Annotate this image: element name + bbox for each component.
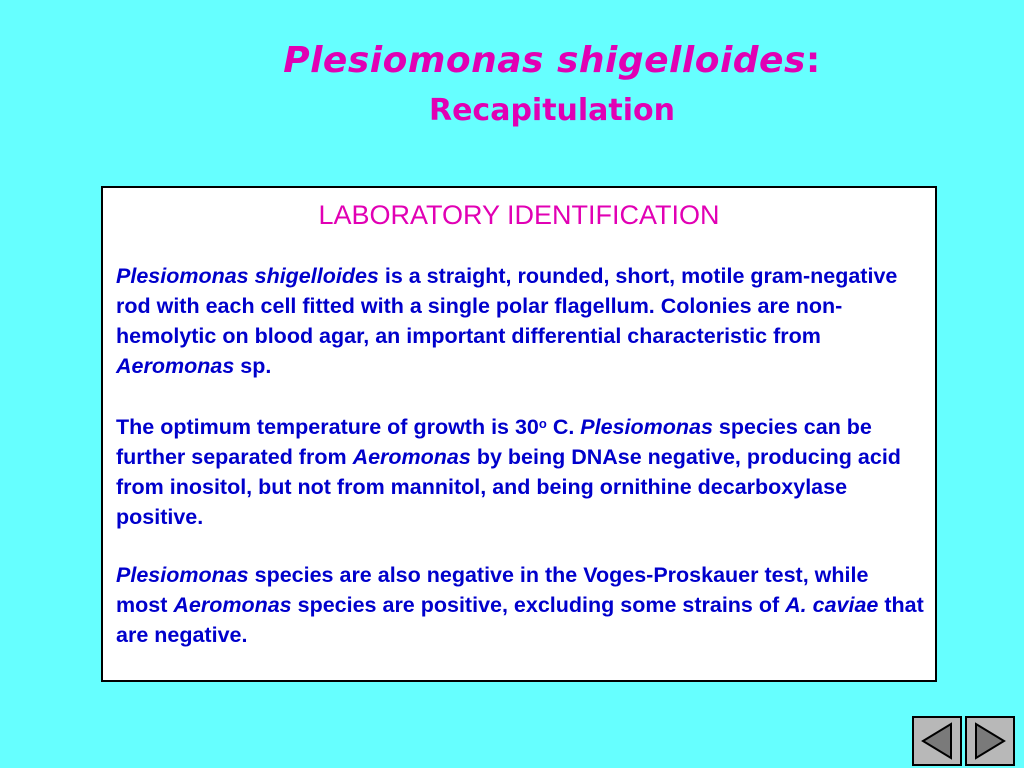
italic-genus: Aeromonas (116, 354, 235, 378)
text: C. (546, 415, 581, 439)
title-species: Plesiomonas shigelloides (283, 40, 806, 81)
text: sp. (234, 354, 272, 378)
italic-genus: Aeromonas (352, 445, 471, 469)
panel-heading: LABORATORY IDENTIFICATION (318, 200, 720, 230)
triangle-left-icon (917, 721, 957, 761)
degree-superscript: o (538, 416, 547, 431)
paragraph-temperature (103, 409, 935, 532)
slide-subtitle: Recapitulation (428, 93, 676, 128)
slide-title (0, 40, 1024, 128)
triangle-right-icon (970, 721, 1010, 761)
italic-genus: Plesiomonas (116, 563, 249, 587)
text: is a straight, rounded, short, motile gram-negative rod with each cell fitted with a single polar flagellum. Colonies are non-hemolytic on blood agar, an important differential characteristic from (116, 264, 898, 348)
italic-genus: Aeromonas (173, 593, 292, 617)
paragraph-morphology (103, 261, 935, 381)
italic-species: Plesiomonas shigelloides (116, 264, 379, 288)
identification-panel (101, 186, 937, 682)
text: species can be further separated from (116, 415, 872, 469)
text: that are negative. (116, 593, 924, 647)
italic-genus: Plesiomonas (580, 415, 713, 439)
text: species are also negative in the Voges-Proskauer test, while most (116, 563, 869, 617)
paragraph-voges-proskauer (103, 560, 935, 650)
title-colon: : (805, 40, 821, 81)
text: The optimum temperature of growth is 30 (116, 415, 539, 439)
text: by being DNAse negative, producing acid from inositol, but not from mannitol, and being ornithine decarboxylase positive. (116, 445, 901, 529)
title-line (0, 40, 1024, 81)
text: species are positive, excluding some strains of (291, 593, 786, 617)
italic-species: A. caviae (785, 593, 879, 617)
next-slide-button[interactable] (965, 716, 1015, 766)
previous-slide-button[interactable] (912, 716, 962, 766)
